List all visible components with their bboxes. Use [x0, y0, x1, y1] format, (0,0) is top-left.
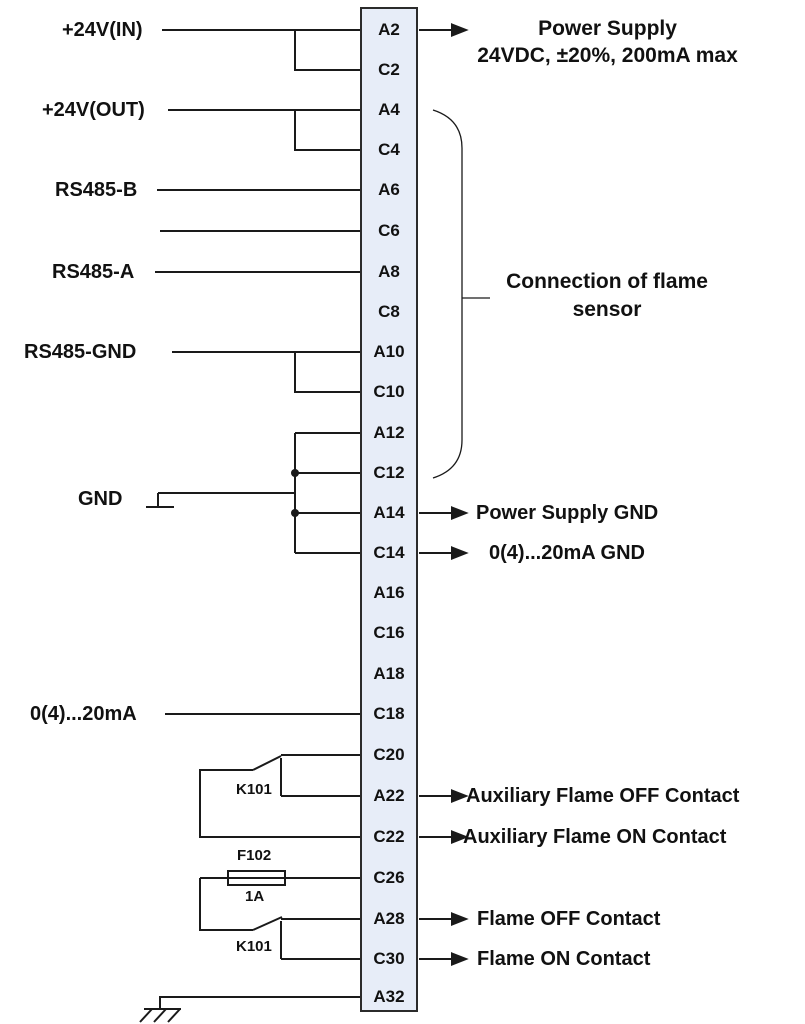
gnd-symbol [146, 493, 174, 507]
flame-sensor-note-line1: Connection of flame [506, 270, 708, 293]
fuse-rating-label: 1A [245, 888, 265, 905]
relay2-label: K101 [236, 938, 272, 955]
signal-420ma: 0(4)...20mA [30, 703, 137, 725]
wire-24v-in-c2-branch [295, 30, 362, 70]
pin-a22: A22 [373, 786, 405, 805]
pin-c10: C10 [373, 382, 405, 401]
arrow-head-a22 [452, 791, 466, 802]
junction-dot-a14 [291, 509, 299, 517]
flame-sensor-note-line2: sensor [572, 298, 642, 321]
signal-rs485-b: RS485-B [55, 179, 138, 201]
relay1-label: K101 [236, 781, 272, 798]
arrow-head-a28 [452, 914, 466, 925]
label-420ma-gnd: 0(4)...20mA GND [489, 542, 645, 564]
pin-c2: C2 [378, 60, 400, 79]
arrow-head-c14 [452, 548, 466, 559]
pin-a10: A10 [373, 342, 405, 361]
wire-a32 [160, 997, 362, 1009]
pin-c8: C8 [378, 302, 400, 321]
pin-a14: A14 [373, 503, 405, 522]
arrow-head-c30 [452, 954, 466, 965]
pin-a12: A12 [373, 423, 405, 442]
pin-c4: C4 [378, 140, 400, 159]
output-arrows [419, 25, 466, 965]
label-aux-flame-off: Auxiliary Flame OFF Contact [466, 785, 740, 807]
power-supply-note [450, 15, 765, 69]
label-power-supply-gnd: Power Supply GND [476, 502, 659, 524]
pin-a18: A18 [373, 664, 405, 683]
pin-c18: C18 [373, 704, 405, 723]
signal-24v-in: +24V(IN) [62, 19, 143, 41]
junction-dot-c12 [291, 469, 299, 477]
signal-gnd: GND [78, 488, 123, 510]
pin-a2: A2 [378, 20, 400, 39]
label-flame-off: Flame OFF Contact [477, 908, 661, 930]
label-flame-on: Flame ON Contact [477, 948, 651, 970]
signal-24v-out: +24V(OUT) [42, 99, 145, 121]
wire-rs485-gnd-c10-branch [295, 352, 362, 392]
pin-a28: A28 [373, 909, 405, 928]
relay1-blade [253, 756, 281, 770]
pin-a16: A16 [373, 583, 405, 602]
chassis-ground-symbol [140, 1009, 181, 1022]
wires-group [140, 30, 490, 1022]
flame-sensor-brace [433, 110, 490, 478]
power-supply-note-line1: Power Supply [538, 17, 677, 40]
flame-sensor-note [487, 268, 727, 324]
arrow-head-a14 [452, 508, 466, 519]
fuse-name-label: F102 [237, 847, 272, 864]
signal-rs485-a: RS485-A [52, 261, 135, 283]
wire-24v-out-c4-branch [295, 110, 362, 150]
pin-c12: C12 [373, 463, 405, 482]
label-aux-flame-on: Auxiliary Flame ON Contact [463, 826, 727, 848]
pin-a4: A4 [378, 100, 400, 119]
pin-c6: C6 [378, 221, 400, 240]
relay2-blade [253, 917, 282, 930]
pin-c26: C26 [373, 868, 405, 887]
pin-a32: A32 [373, 987, 405, 1006]
signal-rs485-gnd: RS485-GND [24, 341, 137, 363]
pin-a8: A8 [378, 262, 400, 281]
power-supply-note-line2: 24VDC, ±20%, 200mA max [477, 44, 738, 67]
pin-c22: C22 [373, 827, 405, 846]
pin-c16: C16 [373, 623, 405, 642]
pin-c20: C20 [373, 745, 405, 764]
pin-c30: C30 [373, 949, 405, 968]
pin-a6: A6 [378, 180, 400, 199]
pin-c14: C14 [373, 543, 405, 562]
